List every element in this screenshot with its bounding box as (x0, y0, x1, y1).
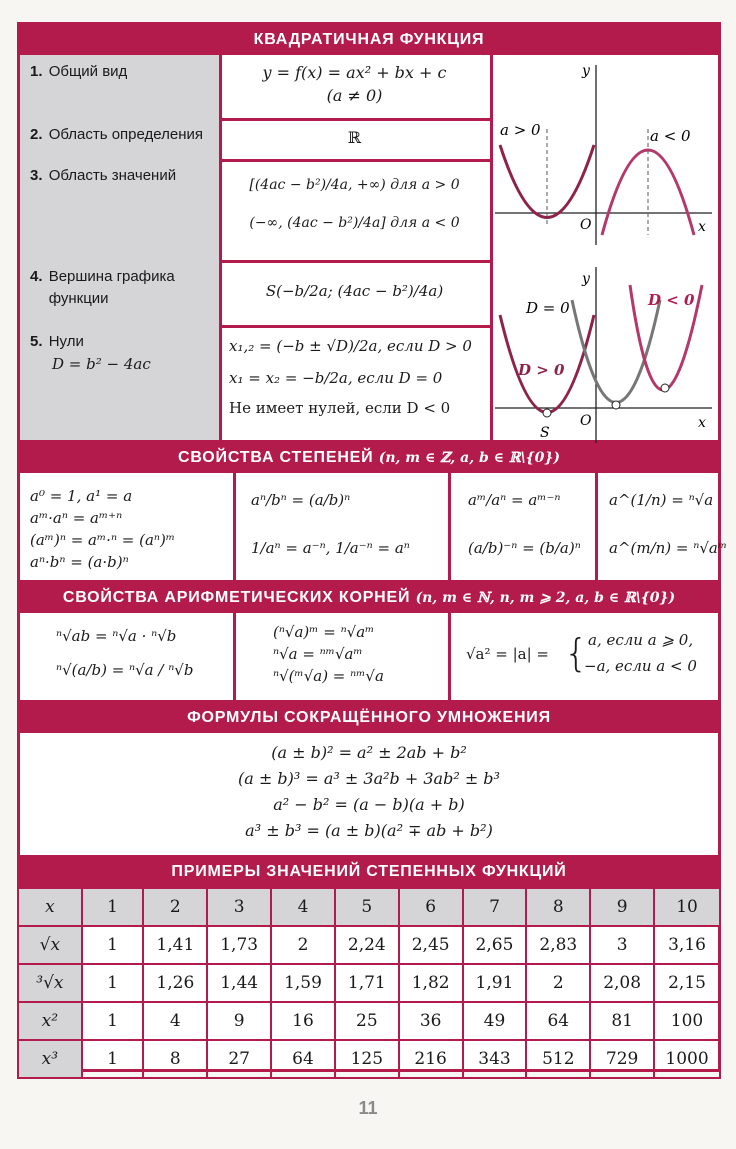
table-row (18, 926, 720, 964)
table-header-cell: 6 (399, 888, 463, 926)
table-cell: 343 (463, 1040, 527, 1078)
table-cell: 729 (590, 1040, 654, 1078)
mult-title: ФОРМУЛЫ СОКРАЩЁННОГО УМНОЖЕНИЯ (20, 703, 718, 733)
table-row (18, 964, 720, 1002)
graph2-vertex-d0 (612, 401, 620, 409)
table-cell: 216 (399, 1040, 463, 1078)
roots-title: СВОЙСТВА АРИФМЕТИЧЕСКИХ КОРНЕЙ (n, m ∈ ℕ, n, m ⩾ 2, a, b ∈ ℝ\{0}) (20, 583, 718, 613)
table-row-label: x³ (18, 1040, 82, 1078)
row5-label: 5. Нули D = b² − 4ac (20, 325, 222, 443)
graph2-label-dneg: D < 0 (648, 291, 695, 309)
roots-col3: √a² = |a| = { a, если a ⩾ 0, −a, если a < 0 (448, 613, 718, 703)
table-cell: 2,83 (526, 926, 590, 964)
table-cell: 3,16 (654, 926, 720, 964)
table-cell: 2,15 (654, 964, 720, 1002)
table-header-cell: 4 (271, 888, 335, 926)
graph2-y-label: y (582, 271, 590, 287)
table-cell: 1,82 (399, 964, 463, 1002)
graph1-label-left: a > 0 (500, 121, 541, 139)
mult-formulas: (a ± b)² = a² ± 2ab + b² (a ± b)³ = a³ ± 3a²b + 3ab² ± b³ a² − b² = (a − b)(a + b) a³ ± b³ = (a ± b)(a² ∓ ab + b²) (20, 733, 718, 858)
row4-formula: S(−b/2a; (4ac − b²)/4a) (219, 260, 493, 328)
roots-col2: (ⁿ√a)ᵐ = ⁿ√aᵐ ⁿ√a = ⁿᵐ√aᵐ ⁿ√(ᵐ√a) = ⁿᵐ√a (233, 613, 451, 703)
powers-col4: a^(1/n) = ⁿ√a a^(m/n) = ⁿ√aᵐ (595, 473, 718, 583)
row2-label: 2. Область определения (20, 118, 222, 162)
row2-formula: ℝ (219, 118, 493, 162)
table-row (18, 1040, 720, 1078)
table-cell: 1,44 (207, 964, 271, 1002)
graph2-label-dpos: D > 0 (518, 361, 565, 379)
table-cell: 2,65 (463, 926, 527, 964)
table-header-cell: 8 (526, 888, 590, 926)
page-number: 11 (358, 1098, 378, 1118)
table-cell: 2,24 (335, 926, 399, 964)
table-cell: 3 (590, 926, 654, 964)
table-header-cell: 3 (207, 888, 271, 926)
table-header-cell: x (18, 888, 82, 926)
table-cell: 2 (271, 926, 335, 964)
row3-formula: [(4ac − b²)/4a, +∞) для a > 0 (−∞, (4ac − b²)/4a] для a < 0 (219, 159, 493, 263)
table-header-cell: 7 (463, 888, 527, 926)
row3-label: 3. Область значений (20, 159, 222, 263)
table-title: ПРИМЕРЫ ЗНАЧЕНИЙ СТЕПЕННЫХ ФУНКЦИЙ (20, 857, 718, 887)
table-cell: 1,41 (143, 926, 207, 964)
table-cell: 36 (399, 1002, 463, 1040)
table-cell: 1 (82, 926, 144, 964)
table-row (18, 1002, 720, 1040)
table-cell: 1 (82, 964, 144, 1002)
table-cell: 1,59 (271, 964, 335, 1002)
table-cell: 512 (526, 1040, 590, 1078)
graph2-vertex-s (543, 409, 551, 417)
table-header-cell: 2 (143, 888, 207, 926)
table-cell: 81 (590, 1002, 654, 1040)
table-cell: 1 (82, 1002, 144, 1040)
table-cell: 25 (335, 1002, 399, 1040)
table-cell: 2 (526, 964, 590, 1002)
table-cell: 1 (82, 1040, 144, 1078)
row4-label: 4. Вершина графика функции (20, 260, 222, 328)
table-cell: 4 (143, 1002, 207, 1040)
table-cell: 2,45 (399, 926, 463, 964)
table-cell: 100 (654, 1002, 720, 1040)
table-cell: 16 (271, 1002, 335, 1040)
table-cell: 8 (143, 1040, 207, 1078)
reference-sheet (17, 22, 728, 1072)
roots-col1: ⁿ√ab = ⁿ√a · ⁿ√b ⁿ√(a/b) = ⁿ√a / ⁿ√b (20, 613, 236, 703)
graphs-panel (490, 55, 718, 443)
table-cell: 1,71 (335, 964, 399, 1002)
graph2-label-s: S (540, 425, 550, 441)
table-cell: 64 (271, 1040, 335, 1078)
powers-col3: aᵐ/aⁿ = aᵐ⁻ⁿ (a/b)⁻ⁿ = (b/a)ⁿ (448, 473, 598, 583)
row1-label: 1. Общий вид (20, 55, 222, 121)
table-header-cell: 9 (590, 888, 654, 926)
table-cell: 1,73 (207, 926, 271, 964)
parabola-graphs (490, 55, 718, 443)
row1-formula: y = f(x) = ax² + bx + c (a ≠ 0) (219, 55, 493, 121)
row5-formula: x₁,₂ = (−b ± √D)/2a, если D > 0 x₁ = x₂ = −b/2a, если D = 0 Не имеет нулей, если D < 0 (219, 325, 493, 443)
powers-col2: aⁿ/bⁿ = (a/b)ⁿ 1/aⁿ = a⁻ⁿ, 1/a⁻ⁿ = aⁿ (233, 473, 451, 583)
table-header-row (18, 888, 720, 926)
powers-col1: a⁰ = 1, a¹ = a aᵐ·aⁿ = aᵐ⁺ⁿ (aᵐ)ⁿ = aᵐ·ⁿ = (aⁿ)ᵐ aⁿ·bⁿ = (a·b)ⁿ (20, 473, 236, 583)
table-row-label: x² (18, 1002, 82, 1040)
table-cell: 64 (526, 1002, 590, 1040)
quad-title: КВАДРАТИЧНАЯ ФУНКЦИЯ (20, 25, 718, 55)
graph1-origin: O (580, 217, 592, 233)
table-cell: 9 (207, 1002, 271, 1040)
powers-title: СВОЙСТВА СТЕПЕНЕЙ (n, m ∈ ℤ, a, b ∈ ℝ\{0}) (20, 443, 718, 473)
table-row-label: ³√x (18, 964, 82, 1002)
table-cell: 1000 (654, 1040, 720, 1078)
graph2-origin: O (580, 413, 592, 429)
table-row-label: √x (18, 926, 82, 964)
graph2-label-d0: D = 0 (526, 299, 570, 317)
graph2-vertex-dneg (661, 384, 669, 392)
table-cell: 2,08 (590, 964, 654, 1002)
graph1-y-label: y (582, 63, 590, 79)
graph1-label-right: a < 0 (650, 127, 691, 145)
graph2-x-label: x (698, 415, 706, 431)
graph1-x-label: x (698, 219, 706, 235)
table-header-cell: 1 (82, 888, 144, 926)
table-cell: 1,26 (143, 964, 207, 1002)
table-cell: 125 (335, 1040, 399, 1078)
table-cell: 49 (463, 1002, 527, 1040)
table-header-cell: 10 (654, 888, 720, 926)
graph2-parabola-d0 (572, 300, 660, 403)
table-cell: 1,91 (463, 964, 527, 1002)
table-header-cell: 5 (335, 888, 399, 926)
table-cell: 27 (207, 1040, 271, 1078)
values-table (17, 887, 721, 1079)
